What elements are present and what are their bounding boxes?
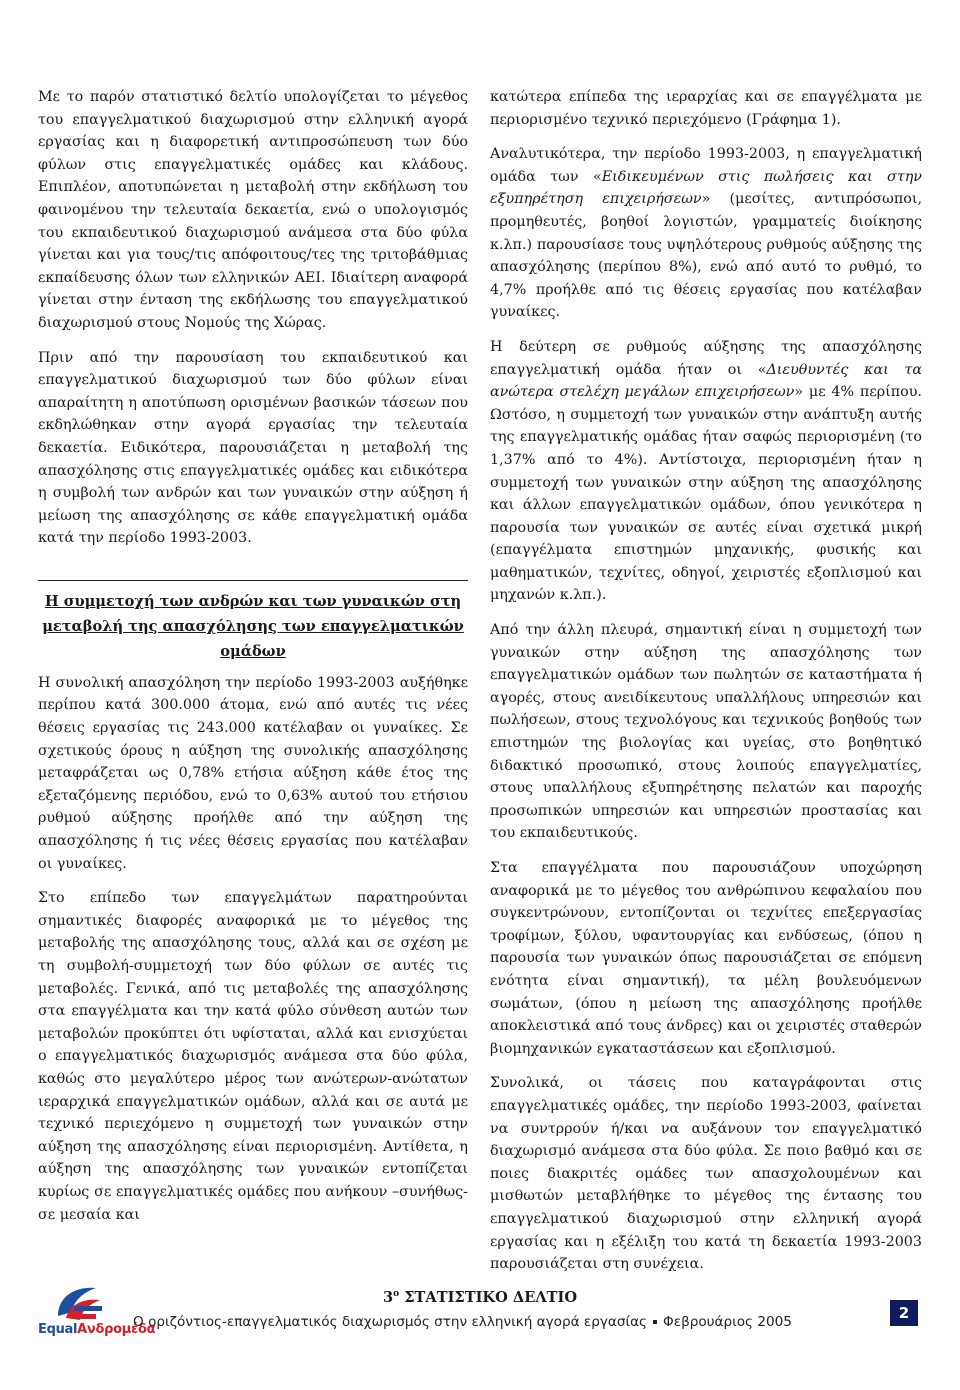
paragraph: Στα επαγγέλματα που παρουσιάζουν υποχώρηση αναφορικά με το μέγεθος του ανθρώπινου κεφαλαίου που συγκεντρώνουν, εντοπίζονται οι τεχνίτες επεξεργασίας τροφίμων, ξύλου, υφαντουργίας και ενδύσεως, (όπου η παρουσία των γυναικών όπως παρουσιάζεται σε επόμενη ενότητα είναι σημαντική), τα μέλη βουλευόμενων σωμάτων, (όπου η μείωση της απασχόλησης προήλθε αποκλειστικά από τους άνδρες) και οι χειριστές σταθερών βιομηχανικών εγκαταστάσεων και εξοπλισμού. xyxy=(490,860,922,1057)
paragraph: Πριν από την παρουσίαση του εκπαιδευτικού και επαγγελματικού διαχωρισμού των δύο φύλων είναι απαραίτητη η αποτύπωση ορισμένων βασικών τάσεων που εκδηλώθηκαν στην αγορά εργασίας την τελευταία δεκαετία. Ειδικότερα, παρουσιάζεται η μεταβολή της απασχόλησης στις επαγγελματικές ομάδες και ειδικότερα η συμβολή των ανδρών και των γυναικών στην αύξηση ή μείωση της απασχόλησης σε κάθε επαγγελματική ομάδα κατά την περίοδο 1993-2003. xyxy=(38,349,468,547)
separator-bullet xyxy=(653,1320,657,1324)
paragraph: κατώτερα επίπεδα της ιεραρχίας και σε επαγγέλματα με περιορισμένο τεχνικό περιεχόμενο (Γράφημα 1). xyxy=(490,89,922,128)
paragraph: Η δεύτερη σε ρυθμούς αύξησης της απασχόλησης επαγγελματική ομάδα ήταν οι «Διευθυντές και τα ανώτερα στελέχη μεγάλων επιχειρήσεων» με 4% περίπου. Ωστόσο, η συμμετοχή των γυναικών στην ανάπτυξη αυτής της επαγγελματικής ομάδας ήταν σαφώς περιορισμένη (το 1,37% από το 4%). Αντίστοιχα, περιορισμένη ήταν η συμμετοχή των γυναικών στην αύξηση της απασχόλησης και άλλων επαγγελματικών ομάδων, όπου γενικότερα η παρουσία των γυναικών σε αυτές είναι σχετικά μικρή (επαγγέλματα επιστημών μηχανικής, φυσικής και μαθηματικών, τεχνίτες, οδηγοί, χειριστές εξοπλισμού και μηχανών κ.λπ.). xyxy=(490,338,922,604)
page-footer xyxy=(0,1272,960,1390)
left-column xyxy=(38,86,468,1238)
intro-paragraph: Με το παρόν στατιστικό δελτίο υπολογίζεται το μέγεθος του επαγγελματικού διαχωρισμού στην ελληνική αγορά εργασίας και η διαφορετική αντιπροσώπευση των δύο φύλων στις επαγγελματικές ομάδες και κλάδους. Επιπλέον, αποτυπώνεται η μεταβολή στην εκδήλωση του φαινομένου την τελευταία δεκαετία, ενώ ο υπολογισμός του εκπαιδευτικού διαχωρισμού ανάμεσα στα δύο φύλα γίνεται και για τους/τις απόφοιτους/τες της τριτοβάθμιας εκπαίδευσης όλων των ελληνικών ΑΕΙ. Ιδιαίτερη αναφορά γίνεται στην ένταση της εκδήλωσης του επαγγελματικού διαχωρισμού στους Νομούς της Χώρας. xyxy=(38,89,468,331)
paragraph: Η συνολική απασχόληση την περίοδο 1993-2003 αυξήθηκε περίπου κατά 300.000 άτομα, ενώ από αυτές τις νέες θέσεις εργασίας τις 243.000 κατέλαβαν οι γυναίκες. Σε σχετικούς όρους η αύξηση της συνολικής απασχόλησης μεταφράζεται ως 0,78% ετήσια αύξηση κάθε έτος της εξεταζόμενης περιόδου, ενώ το 0,63% αυτού του ετήσιου ρυθμού αύξησης προήλθε από την αύξηση της απασχόλησης ή τις νέες θέσεις εργασίας που κατέλαβαν οι γυναίκες. xyxy=(38,674,468,872)
paragraph: Στο επίπεδο των επαγγελμάτων παρατηρούνται σημαντικές διαφορές αναφορικά με το μέγεθος της μεταβολής της απασχόλησης τους, αλλά και σε σχέση με τη συμβολή-συμμετοχή των δύο φύλων σε αυτές τις μεταβολές. Γενικά, από τις μεταβολές της απασχόλησης στα επαγγέλματα και την κατά φύλο σύνθεση αυτών των μεταβολών προκύπτει ότι υφίσταται, αλλά και ενισχύεται ο επαγγελματικός διαχωρισμός ανάμεσα στα δύο φύλα, καθώς στο μεγαλύτερο μέρος των ανώτερων-ανώτατων ιεραρχικά επαγγελματικών ομάδων, αλλά και σε αυτά με τεχνικό περιεχόμενο η συμμετοχή των γυναικών στην αύξηση της απασχόλησης είναι περιορισμένη. Αντίθετα, η αύξηση της απασχόλησης των γυναικών εντοπίζεται κυρίως σε επαγγελματικές ομάδες που ανήκουν –συνήθως- σε μεσαία και xyxy=(38,890,468,1223)
paragraph: Συνολικά, οι τάσεις που καταγράφονται στις επαγγελματικές ομάδες, την περίοδο 1993-2003, φαίνεται να συντρρούν ή/και να αυξάνουν τον επαγγελματικό διαχωρισμό ανάμεσα στα δύο φύλα. Σε ποιο βαθμό και σε ποιες διακριτές ομάδες των απασχολουμένων και μισθωτών μεταβλήθηκε το μέγεθος της έντασης του επαγγελματικού διαχωρισμού στην ελληνική αγορά εργασίας και η εξέλιξη του κατά τη δεκαετία 1993-2003 παρουσιάζεται στη συνέχεια. xyxy=(490,1075,922,1273)
emphasis: Διευθυντές και τα ανώτερα στελέχη μεγάλων επιχειρήσεων xyxy=(490,361,922,401)
emphasis: Ειδικευμένων στις πωλήσεις και στην εξυπηρέτηση επιχειρήσεων xyxy=(490,168,922,208)
paragraph: Από την άλλη πλευρά, σημαντική είναι η συμμετοχή των γυναικών στην αύξηση της απασχόλησης των επαγγελματικών ομάδων των πωλητών σε καταστήματα ή αγορές, στους ανειδίκευτους υπαλλήλους υπηρεσιών και πωλήσεων, στους τεχνολόγους και τεχνικούς βοηθούς των επιστημών της βιολογίας και υγείας, στο βοηθητικό διδακτικό προσωπικό, στους λοιπούς επαγγελματίες, στους υπαλλήλους εξυπηρέτησης πελατών και παροχής προσωπικών υπηρεσιών και υπηρεσιών προστασίας και του εκπαιδευτικούς. xyxy=(490,622,922,842)
bulletin-title: $3^o$ ΣΤΑΤΙΣΤΙΚΟ ΔΕΛΤΙΟ xyxy=(382,1289,578,1306)
section-heading: Η συμμετοχή των ανδρών και των γυναικών στη μεταβολή της απασχόλησης των επαγγελματικών ομάδων xyxy=(38,580,468,664)
page-number: 2 xyxy=(890,1300,918,1326)
bulletin-subtitle: Ο οριζόντιος-επαγγελματικός διαχωρισμός στην ελληνική αγορά εργασίας Φεβρουάριος 2005 xyxy=(133,1314,792,1330)
logo-text: EqualΑνδρομέδα xyxy=(38,1322,156,1337)
right-column xyxy=(490,86,922,1288)
paragraph: Αναλυτικότερα, την περίοδο 1993-2003, η επαγγελματική ομάδα των «Ειδικευμένων στις πωλήσεις και στην εξυπηρέτηση επιχειρήσεων» (μεσίτες, αντιπρόσωποι, προμηθευτές, βοηθοί λογιστών, γραμματείς διοίκησης κ.λπ.) παρουσίασε τους υψηλότερους ρυθμούς αύξησης της απασχόλησης (περίπου 8%), ενώ από αυτό το ρυθμό, το 4,7% προήλθε από τις θέσεις εργασίας που κατέλαβαν γυναίκες. xyxy=(490,146,922,321)
